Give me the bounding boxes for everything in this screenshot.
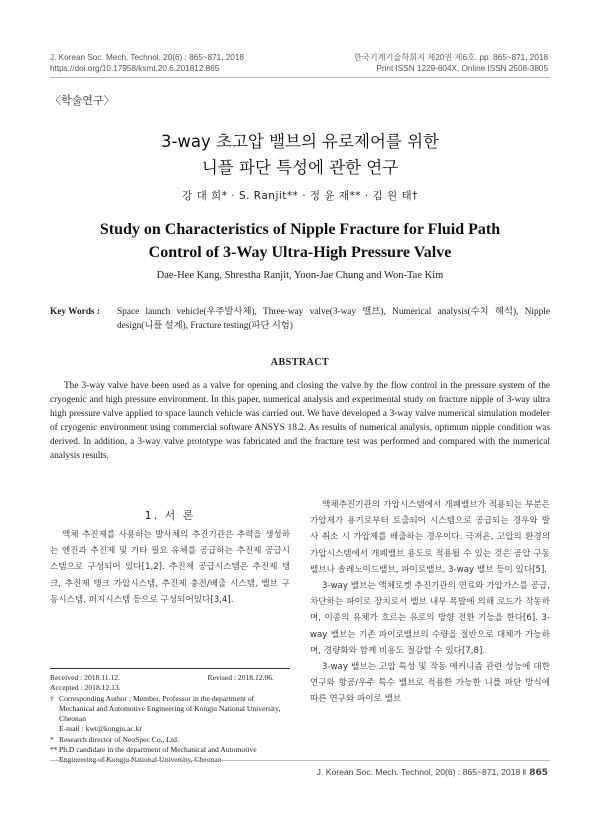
phd-candidate-note: ** Ph.D candidate in the department of Mechanical and Automotive Engineering of Kongju National University, Cheonan <box>50 745 257 765</box>
keywords-text: Space launch vehicle(우주발사체), Three-way valve(3-way 밸브), Numerical analysis(수치 해석), Nipple design(니플 설계), Fracture testing(파단 시험) <box>117 307 550 331</box>
title-ko-line1: 3-way 초고압 밸브의 유로제어를 위한 <box>160 132 439 151</box>
paragraph: 액체 추진제를 사용하는 발사체의 추진기관은 추력을 생성하는 엔진과 추진제 및 기타 필요 유체를 공급하는 추진제 공급시스템으로 구성되어 있다[1,2]. 추진제 공급시스템은 추진제 탱크, 추진제 탱크 가압시스템, 추진제 충전/배출 시스템, 밸브 구동시스템, 퍼지시스템 등으로 구성되어있다[3,4]. <box>50 530 290 605</box>
footer-citation: J. Korean Soc. Mech. Technol, 20(6) : 865~871, 2018 ‖ <box>316 767 527 777</box>
keywords-label: Key Words : <box>50 307 100 317</box>
journal-header-right <box>354 52 548 74</box>
issn: Print ISSN 1229-604X, Online ISSN 2508-3805 <box>376 64 548 73</box>
corresponding-author-note: † Corresponding Author ; Member, Professor in the department of Mechanical and Automotive Engineering of Kongju National University, Cheonan <box>50 693 281 724</box>
email[interactable]: E-mail : kwt@kongju.ac.kr <box>59 724 142 734</box>
journal-header-left <box>50 52 244 74</box>
right-column <box>310 497 550 708</box>
journal-citation: J. Korean Soc. Mech. Technol, 20(6) : 865~871, 2018 <box>50 53 244 62</box>
footnote-divider <box>50 668 290 669</box>
authors-en: Dae-Hee Kang, Shrestha Ranjit, Yoon-Jae Chung and Won-Tae Kim <box>156 270 444 281</box>
header-divider <box>50 77 550 78</box>
dagger-mark: † <box>50 693 54 703</box>
page-footer <box>317 767 548 778</box>
research-director-note: * Research director of NeoSpec Co., Ltd. <box>50 734 179 744</box>
paragraph: 3-way 밸브는 고압 특성 및 작동 메커니즘 관련 성능에 대한 연구와 항공/우주 특수 밸브로 적용한 가능한 니플 파단 방식에 따른 연구와 파이로 밸브 <box>310 662 550 705</box>
received-date: Received : 2018.11.12. <box>50 673 120 682</box>
left-column <box>50 527 290 608</box>
doi-link[interactable]: https://doi.org/10.17958/ksmt.20.6.201812.865 <box>50 64 220 73</box>
email-note <box>50 724 290 734</box>
article-category: 〈학술연구〉 <box>50 94 115 107</box>
paragraph: 3-way 밸브는 액체로켓 추진기관의 연료와 가압가스를 공급, 차단하는 파이로 장치로서 밸브 내부 폭발에 의해 로드가 작동하며, 이종의 유체가 흐르는 유로의 방향 전환 기능을 한다[6]. 3-way 밸브는 기존 파이로밸브의 수량을 절반으로 대체가 가능하며, 경량화와 함께 비용도 절감할 수 있다[7,8]. <box>310 581 550 656</box>
keywords <box>50 305 550 333</box>
accepted-date: Accepted : 2018.12.13. <box>50 683 121 693</box>
footer-divider <box>50 760 550 761</box>
page-number: 865 <box>529 768 548 778</box>
abstract-heading: ABSTRACT <box>270 357 330 368</box>
authors-ko: 강 대 희* · S. Ranjit** · 정 윤 재** · 김 원 태† <box>182 190 418 202</box>
abstract-text: The 3-way valve have been used as a valve for opening and closing the valve by the flow control in the pressure system of the cryogenic and high pressure environment. In this paper, numerical analysis and experimental study on fracture nipple of 3-way ultra high pressure valve applied to space launch vehicle was carried out. We have developed a 3-way valve numerical simulation modeler of cryogenic environment using commercial software ANSYS 18.2. As results of numerical analysis, optimum nipple condition was derived. In addition, a 3-way valve prototype was fabricated and the fracture test was performed and compared with the numerical analysis results. <box>50 381 550 462</box>
journal-citation-ko: 한국기계기술학회지 제20권 제6호. pp. 865~871, 2018 <box>353 53 548 62</box>
section-heading: 1. 서 론 <box>144 509 196 522</box>
double-asterisk-mark: ** <box>50 745 58 755</box>
footnotes <box>50 673 290 766</box>
paragraph: 액체추진기관의 가압시스템에서 개폐밸브가 적용되는 부분은 가압제가 용기로부터 토출되어 시스템으로 공급되는 경우와 발사 취소 시 가압제를 배출하는 경우이다. 극저온, 고압의 환경의 가압시스템에서 개폐밸브 용도로 적용될 수 있는 것은 공압 구동밸브나 솔레노이드밸브, 파이로밸브, 3-way 밸브 등이 있다[5]. <box>310 500 550 575</box>
title-ko-line2: 니플 파단 특성에 관한 연구 <box>201 158 399 177</box>
title-en-line2: Control of 3-Way Ultra-High Pressure Valve <box>148 244 452 261</box>
revised-date: Revised : 2018.12.06. <box>207 673 274 682</box>
asterisk-mark: * <box>50 734 54 744</box>
title-en-line1: Study on Characteristics of Nipple Fracture for Fluid Path <box>99 221 501 238</box>
